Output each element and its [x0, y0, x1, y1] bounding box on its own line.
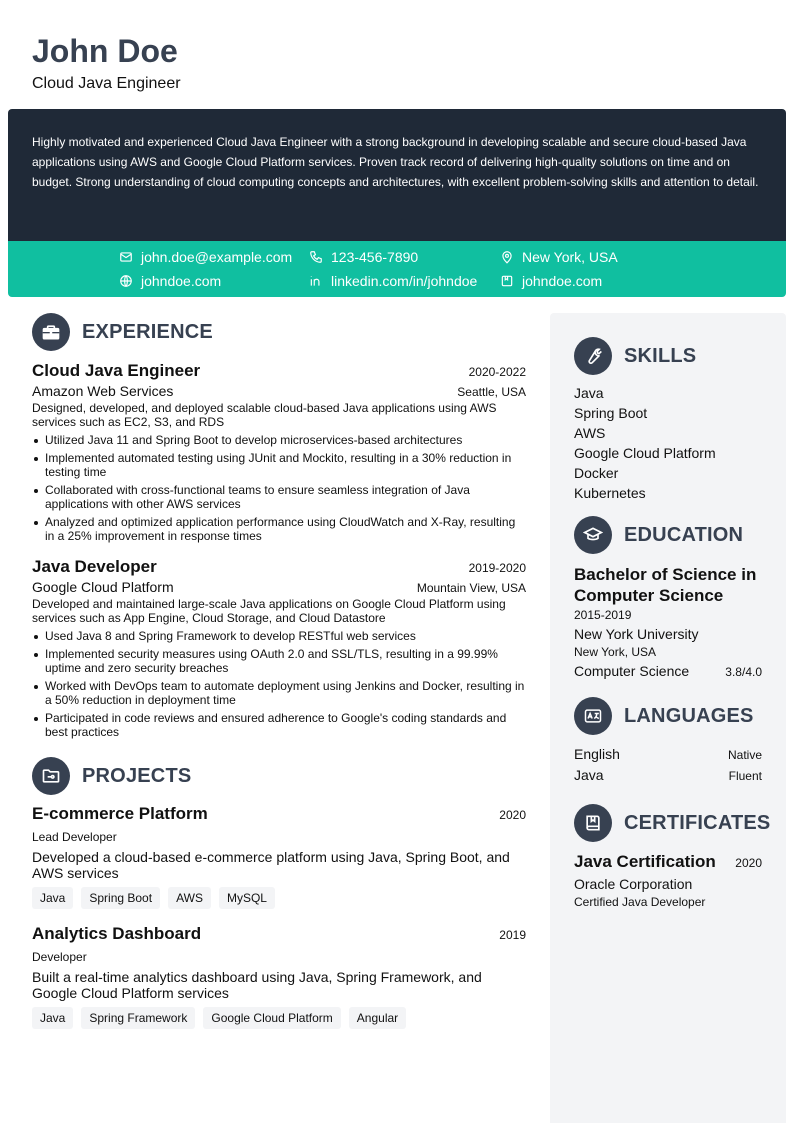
mail-icon — [119, 250, 133, 264]
school: New York University — [574, 626, 699, 642]
linkedin-icon — [309, 274, 323, 288]
project-entry — [32, 924, 526, 1029]
certificate-entry — [574, 852, 762, 909]
job-bullet: Used Java 8 and Spring Framework to develop RESTful web services — [32, 629, 526, 643]
job-bullet: Collaborated with cross-functional teams to ensure seamless integration of Java applications with other AWS services — [32, 483, 526, 511]
skill-item: AWS — [574, 425, 606, 441]
job-dates: 2020-2022 — [468, 365, 526, 379]
job-bullet: Worked with DevOps team to automate deployment using Jenkins and Docker, resulting in a 50% reduction in deployment time — [32, 679, 526, 707]
job-company: Amazon Web Services — [32, 383, 174, 399]
briefcase-icon — [32, 313, 70, 351]
job-headline: Cloud Java Engineer — [32, 75, 181, 92]
gpa: 3.8/4.0 — [725, 665, 762, 679]
language-level: Native — [727, 748, 762, 762]
job-company: Google Cloud Platform — [32, 579, 174, 595]
language-level: Fluent — [728, 769, 762, 783]
portfolio-icon — [500, 274, 514, 288]
certificates-heading — [574, 804, 771, 842]
phone-icon — [309, 250, 323, 264]
left-column — [32, 313, 526, 1029]
contact-portfolio[interactable] — [500, 273, 602, 289]
contact-bar — [8, 241, 786, 297]
job-location: Seattle, USA — [457, 385, 526, 399]
degree: Bachelor of Science in Computer Science — [574, 565, 757, 605]
language-item — [574, 744, 762, 765]
projects-heading — [32, 757, 526, 795]
project-role: Developer — [32, 950, 87, 964]
contact-phone[interactable] — [309, 249, 418, 265]
linkedin-text: linkedin.com/in/johndoe — [331, 273, 478, 289]
education-entry — [574, 564, 762, 679]
project-tags — [32, 887, 526, 909]
tag: Java — [32, 887, 73, 909]
project-title: Analytics Dashboard — [32, 924, 202, 943]
school-location: New York, USA — [574, 645, 657, 659]
job-entry — [32, 557, 526, 739]
tag: Spring Boot — [81, 887, 160, 909]
job-bullet: Utilized Java 11 and Spring Boot to develop microservices-based architectures — [32, 433, 526, 447]
job-title: Cloud Java Engineer — [32, 361, 201, 380]
experience-title: EXPERIENCE — [82, 320, 213, 343]
contact-location — [500, 249, 618, 265]
job-title: Java Developer — [32, 557, 157, 576]
tag: Google Cloud Platform — [203, 1007, 340, 1029]
certificate-issuer: Oracle Corporation — [574, 876, 693, 892]
job-description: Designed, developed, and deployed scalable cloud-based Java applications using AWS services such as EC2, S3, and RDS — [32, 401, 497, 429]
skill-item: Kubernetes — [574, 485, 646, 501]
job-bullet: Participated in code reviews and ensured adherence to Google's coding standards and best practices — [32, 711, 526, 739]
certificates-title: CERTIFICATES — [624, 811, 771, 834]
right-column — [574, 337, 771, 909]
skill-item: Java — [574, 385, 604, 401]
summary-section — [8, 109, 786, 241]
language-name: English — [574, 746, 620, 762]
skill-item: Google Cloud Platform — [574, 445, 716, 461]
skills-list — [574, 383, 762, 503]
map-pin-icon — [500, 250, 514, 264]
field-of-study: Computer Science — [574, 663, 690, 679]
book-icon — [574, 804, 612, 842]
job-bullets — [32, 433, 526, 543]
job-description: Developed and maintained large-scale Java applications on Google Cloud Platform using services such as App Engine, Cloud Storage, and Cloud Datastore — [32, 597, 506, 625]
job-location: Mountain View, USA — [416, 581, 526, 595]
globe-icon — [119, 274, 133, 288]
summary-text: Highly motivated and experienced Cloud Java Engineer with a strong background in developing scalable and secure cloud-based Java applications using AWS and Google Cloud Platform services. Proven track record of delivering high-quality solutions on time and on budget. Strong understanding of cloud computing concepts and architectures, with excellent problem-solving skills and attention to detail. — [32, 135, 759, 189]
project-year: 2020 — [499, 808, 526, 822]
phone-text: 123-456-7890 — [331, 249, 419, 265]
tag: Java — [32, 1007, 73, 1029]
skill-item: Spring Boot — [574, 405, 648, 421]
project-year: 2019 — [499, 928, 526, 942]
translate-icon — [574, 697, 612, 735]
skill-item: Docker — [574, 465, 619, 481]
job-bullet: Implemented automated testing using JUnit and Mockito, resulting in a 30% reduction in testing time — [32, 451, 526, 479]
education-heading — [574, 516, 762, 554]
language-name: Java — [574, 767, 604, 783]
project-description: Developed a cloud-based e-commerce platform using Java, Spring Boot, and AWS services — [32, 849, 510, 881]
projects-title: PROJECTS — [82, 764, 192, 787]
folder-icon — [32, 757, 70, 795]
contact-linkedin[interactable] — [309, 273, 477, 289]
education-dates: 2015-2019 — [574, 608, 632, 622]
tag: AWS — [168, 887, 211, 909]
job-bullets — [32, 629, 526, 739]
certificate-detail: Certified Java Developer — [574, 895, 706, 909]
project-tags — [32, 1007, 526, 1029]
project-role: Lead Developer — [32, 830, 117, 844]
job-bullet: Implemented security measures using OAuth 2.0 and SSL/TLS, resulting in a 99.99% uptime and zero security breaches — [32, 647, 526, 675]
contact-website[interactable] — [119, 273, 221, 289]
portfolio-text: johndoe.com — [522, 273, 603, 289]
languages-title: LANGUAGES — [624, 704, 754, 727]
project-entry — [32, 804, 526, 909]
languages-list — [574, 744, 762, 786]
project-description: Built a real-time analytics dashboard using Java, Spring Framework, and Google Cloud Platform services — [32, 969, 482, 1001]
project-title: E-commerce Platform — [32, 804, 208, 823]
full-name: John Doe — [32, 33, 178, 69]
contact-email[interactable] — [119, 249, 292, 265]
job-bullet: Analyzed and optimized application performance using CloudWatch and X-Ray, resulting in a 25% improvement in response times — [32, 515, 526, 543]
resume-header — [32, 32, 181, 93]
certificate-year: 2020 — [735, 856, 762, 870]
job-dates: 2019-2020 — [468, 561, 526, 575]
graduation-cap-icon — [574, 516, 612, 554]
email-text: john.doe@example.com — [141, 249, 293, 265]
tag: Angular — [349, 1007, 406, 1029]
skills-title: SKILLS — [624, 344, 697, 367]
education-title: EDUCATION — [624, 523, 744, 546]
tag: MySQL — [219, 887, 275, 909]
website-text: johndoe.com — [141, 273, 222, 289]
languages-heading — [574, 697, 762, 735]
tag: Spring Framework — [81, 1007, 195, 1029]
certificate-name: Java Certification — [574, 852, 716, 871]
language-item — [574, 765, 762, 786]
experience-heading — [32, 313, 526, 351]
skills-heading — [574, 337, 762, 375]
job-entry — [32, 361, 526, 543]
location-text: New York, USA — [522, 249, 618, 265]
wrench-icon — [574, 337, 612, 375]
